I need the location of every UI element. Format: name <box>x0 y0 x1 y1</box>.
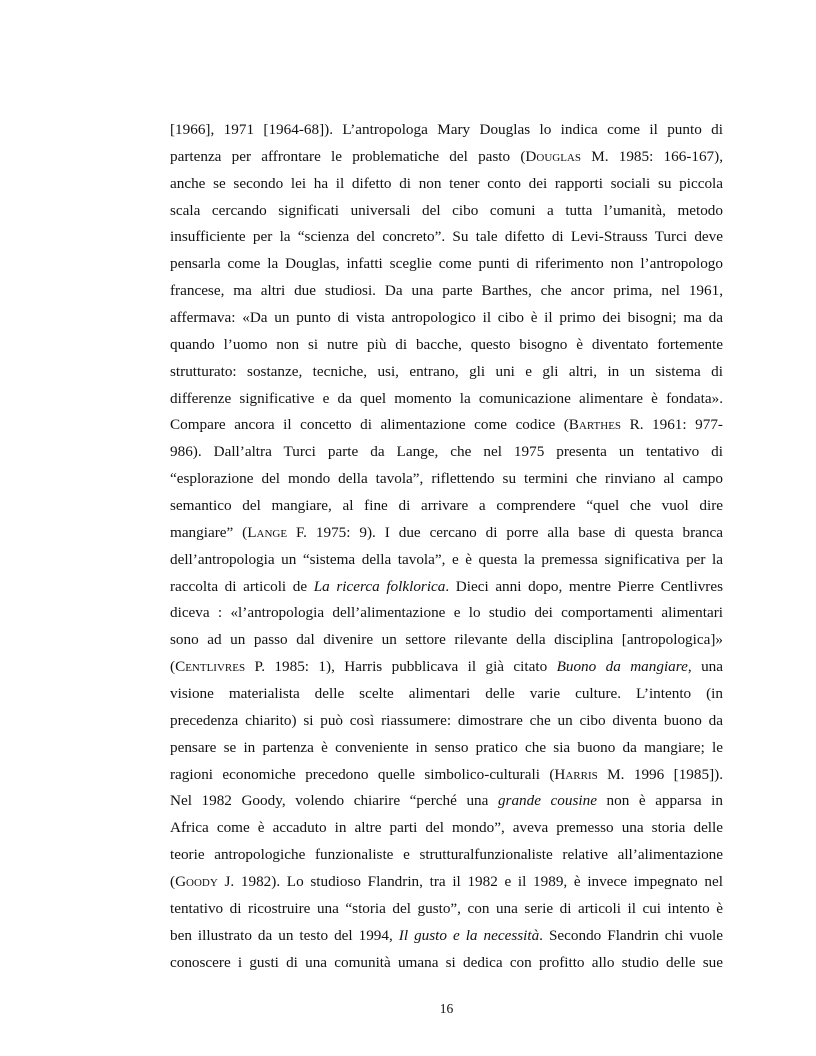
text-line <box>170 708 723 735</box>
text-line <box>170 171 723 198</box>
text-run: M. 1985: 166-167), <box>581 147 724 165</box>
text-line <box>170 842 723 869</box>
text-run: “esplorazione del mondo della tavola”, riflettendo su termini che rinviano al campo <box>170 470 723 488</box>
author-name: Goody <box>175 873 218 891</box>
text-run: teorie antropologiche funzionaliste e strutturalfunzionaliste relative all’alimentazione <box>170 846 723 864</box>
text-run: . Dieci anni dopo, mentre Pierre Centlivres <box>445 577 723 595</box>
text-run: semantico del mangiare, al fine di arrivare a comprendere “quel che vuol dire <box>170 497 723 515</box>
text-run: Nel 1982 Goody, volendo chiarire “perché una <box>170 792 498 810</box>
text-run: ragioni economiche precedono quelle simbolico-culturali ( <box>170 765 555 783</box>
text-run: 986). Dall’altra Turci parte da Lange, che nel 1975 presenta un tentativo di <box>170 443 723 461</box>
text-line <box>170 627 723 654</box>
text-run: [1966], 1971 [1964-68]). L’antropologa Mary Douglas lo indica come il punto di <box>170 121 723 138</box>
text-line <box>170 493 723 520</box>
text-line <box>170 412 723 439</box>
text-run: quando l’uomo non si nutre più di bacche, questo bisogno è diventato fortemente <box>170 335 723 353</box>
text-run: mangiare” ( <box>170 523 248 541</box>
text-line <box>170 869 723 896</box>
text-line <box>170 439 723 466</box>
text-run: francese, ma altri due studiosi. Da una parte Barthes, che ancor prima, nel 1961, <box>170 282 723 300</box>
text-run: Compare ancora il concetto di alimentazione come codice ( <box>170 416 569 434</box>
text-line <box>170 359 723 386</box>
text-run: partenza per affrontare le problematiche del pasto ( <box>170 147 526 165</box>
text-line <box>170 896 723 923</box>
text-run: pensarla come la Douglas, infatti sceglie come punti di riferimento non l’antropologo <box>170 255 723 273</box>
text-run: strutturato: sostanze, tecniche, usi, entrano, gli uni e gli altri, in un sistema di <box>170 362 723 380</box>
text-run: dell’antropologia un “sistema della tavola”, e è questa la premessa significativa per la <box>170 550 723 568</box>
text-run: ben illustrato da un testo del 1994, <box>170 926 399 944</box>
text-run: diceva : «l’antropologia dell’alimentazione e lo studio dei comportamenti alimentari <box>170 604 723 622</box>
text-run: ( <box>170 658 176 676</box>
title-italic: grande cousine <box>497 792 597 810</box>
text-line <box>170 950 723 977</box>
text-run: affermava: «Da un punto di vista antropologico il cibo è il primo dei bisogni; ma da <box>170 309 723 327</box>
text-run: insufficiente per la “scienza del concreto”. Su tale difetto di Levi-Strauss Turci deve <box>170 228 723 246</box>
text-line <box>170 735 723 762</box>
text-line <box>170 278 723 305</box>
text-run: anche se secondo lei ha il difetto di non tener conto dei rapporti sociali su piccola <box>170 174 723 192</box>
text-line <box>170 762 723 789</box>
text-run: M. 1996 [1985]). <box>597 765 723 783</box>
text-run: J. 1982). Lo studioso Flandrin, tra il 1982 e il 1989, è invece impegnato nel <box>217 873 723 891</box>
text-run: tentativo di ricostruire una “storia del gusto”, con una serie di articoli il cui intento è <box>170 899 723 917</box>
text-run: visione materialista delle scelte alimentari delle varie culture. L’intento (in <box>170 685 723 703</box>
text-line <box>170 815 723 842</box>
text-run: pensare se in partenza è conveniente in senso pratico che sia buono da mangiare; le <box>170 738 723 756</box>
text-line <box>170 332 723 359</box>
text-run: non è apparsa in <box>596 792 723 810</box>
text-run: . Secondo Flandrin chi vuole <box>539 926 723 944</box>
text-line <box>170 251 723 278</box>
text-line <box>170 466 723 493</box>
text-line <box>170 386 723 413</box>
title-italic: La ricerca folklorica <box>313 577 446 595</box>
author-name: Harris <box>554 765 598 783</box>
text-line <box>170 305 723 332</box>
text-line <box>170 144 723 171</box>
text-run: Africa come è accaduto in altre parti del mondo”, aveva premesso una storia delle <box>170 819 723 837</box>
text-line <box>170 788 723 815</box>
text-run: , una <box>687 658 723 676</box>
author-name: Centlivres <box>175 658 246 676</box>
text-run: F. 1975: 9). I due cercano di porre alla base di questa branca <box>287 523 723 541</box>
text-run: differenze significative e da quel momento la comunicazione alimentare è fondata». <box>170 389 723 407</box>
text-line <box>170 198 723 225</box>
text-line <box>170 923 723 950</box>
text-line <box>170 574 723 601</box>
text-run: R. 1961: 977- <box>621 416 723 434</box>
title-italic: Il gusto e la necessità <box>398 926 540 944</box>
author-name: Barthes <box>568 416 622 434</box>
text-run: conoscere i gusti di una comunità umana si dedica con profitto allo studio delle sue <box>170 953 723 971</box>
body-text <box>170 117 723 977</box>
text-run: ( <box>170 873 176 891</box>
text-line <box>170 547 723 574</box>
text-run: raccolta di articoli de <box>170 577 314 595</box>
text-run: precedenza chiarito) si può così riassumere: dimostrare che un cibo diventa buono da <box>170 711 723 729</box>
page-number: 16 <box>439 1001 454 1016</box>
author-name: Douglas <box>525 147 581 165</box>
text-run: sono ad un passo dal divenire un settore rilevante della disciplina [antropologica]» <box>170 631 723 649</box>
text-run: P. 1985: 1), Harris pubblicava il già citato <box>245 658 557 676</box>
text-line <box>170 520 723 547</box>
author-name: Lange <box>247 523 288 541</box>
text-line <box>170 117 723 144</box>
text-run: scala cercando significati universali del cibo comuni a tutta l’umanità, metodo <box>170 201 723 219</box>
title-italic: Buono da mangiare <box>556 658 688 676</box>
text-line <box>170 600 723 627</box>
text-line <box>170 224 723 251</box>
text-line <box>170 654 723 681</box>
text-line <box>170 681 723 708</box>
